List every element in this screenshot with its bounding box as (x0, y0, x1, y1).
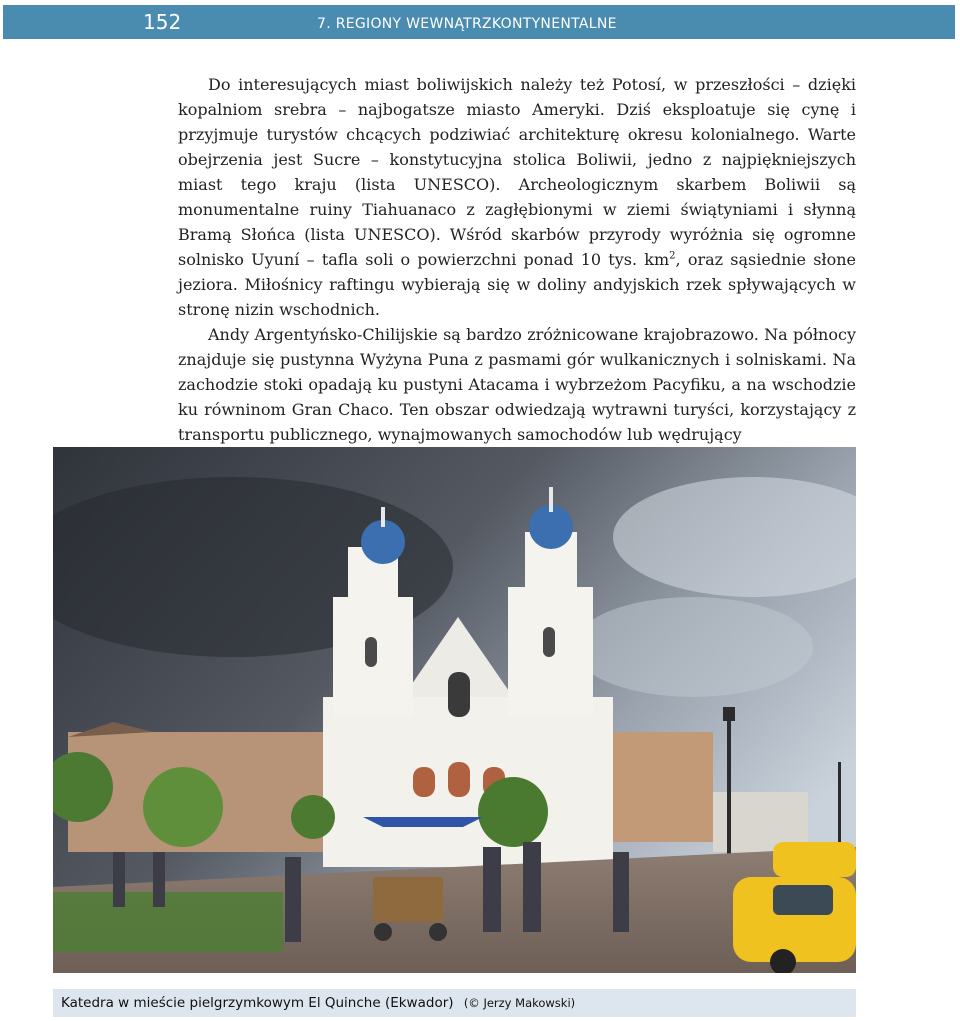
chapter-title: 7. REGIONY WEWNĄTRZKONTYNENTALNE (317, 16, 617, 32)
page-number: 152 (143, 10, 182, 34)
paragraph-1-text-b: , oraz sąsiednie słone jeziora. Miłośnicy raftingu wybierają się w doliny andyjskich rzek spływających w stronę nizin wschodnich. (178, 250, 857, 319)
cathedral-photo (53, 447, 856, 973)
paragraph-2: Andy Argentyńsko-Chilijskie są bardzo zróżnicowane krajobrazowo. Na północy znajduje się pustynna Wyżyna Puna z pasmami gór wulkanicznych i solniskami. Na zachodzie stoki opadają ku pustyni Atacama i wybrzeżom Pacyfiku, a na wschodzie ku równinom Gran Chaco. Ten obszar odwiedzają wytrawni turyści, korzystający z transportu publicznego, wynajmowanych samochodów lub wędrujący (178, 325, 856, 444)
page-header (3, 5, 955, 39)
body-text (178, 72, 856, 447)
caption-credit: (© Jerzy Makowski) (463, 996, 576, 1010)
superscript-2: 2 (669, 250, 676, 262)
paragraph-1 (178, 72, 856, 322)
photo-caption (53, 989, 856, 1017)
paragraph-1-text-a: Do interesujących miast boliwijskich należy też Potosí, w przeszłości – dzięki kopalniom srebra – najbogatsze miasto Ameryki. Dziś eksploatuje się cynę i przyjmuje turystów chcących podziwiać architekturę okresu kolonialnego. Warte obejrzenia jest Sucre – konstytucyjna stolica Boliwii, jedno z najpiękniejszych miast tego kraju (lista UNESCO). Archeologicznym skarbem Boliwii są monumentalne ruiny Tiahuanaco z zagłębionymi w ziemi świątyniami i słynną Bramą Słońca (lista UNESCO). Wśród skarbów przyrody wyróżnia się ogromne solnisko Uyuní – tafla soli o powierzchni ponad 10 tys. km (178, 75, 856, 269)
cathedral-photo-illustration (53, 447, 856, 973)
caption-text: Katedra w mieście pielgrzymkowym El Quinche (Ekwador) (61, 995, 454, 1011)
